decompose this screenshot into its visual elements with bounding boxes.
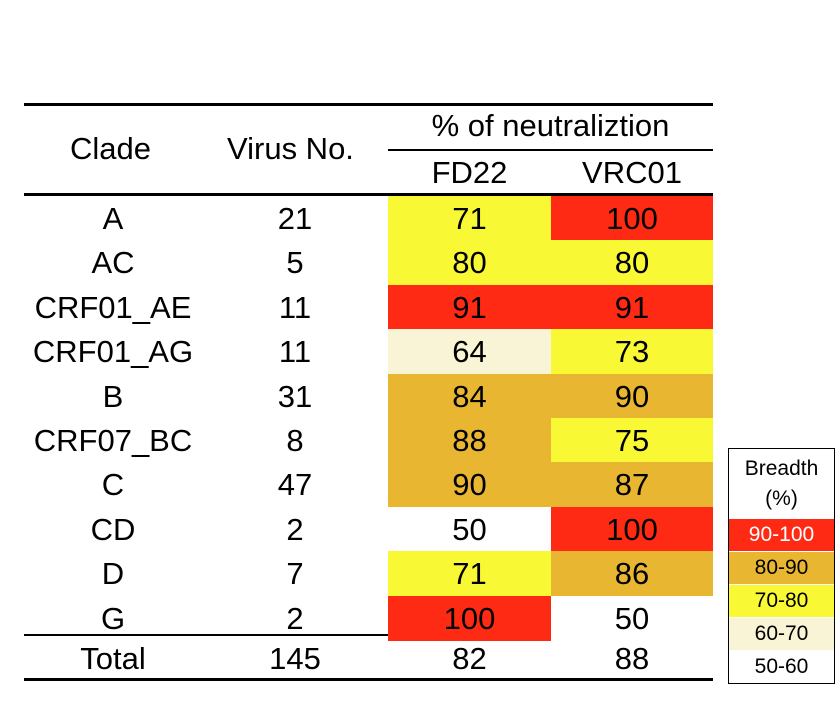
vrc01-value-cell: 73 — [551, 329, 713, 374]
legend-title: Breadth — [744, 457, 819, 480]
virus-count-cell: 8 — [286, 422, 304, 458]
vrc01-value-cell: 50 — [551, 596, 713, 641]
fd22-value-cell: 80 — [388, 240, 551, 285]
vrc01-value-cell: 100 — [551, 196, 713, 241]
fd22-value-cell: 91 — [388, 285, 551, 330]
vrc01-value-cell: 86 — [551, 551, 713, 596]
group-header-rule — [388, 149, 713, 151]
fd22-value-cell: 84 — [388, 374, 551, 419]
vrc01-value-cell: 100 — [551, 507, 713, 552]
legend-bin: 70-80 — [729, 585, 834, 617]
clade-cell: C — [101, 466, 125, 502]
clade-cell: CRF01_AG — [32, 333, 194, 369]
header-virus-no: Virus No. — [227, 131, 354, 166]
virus-count-cell: 47 — [277, 466, 313, 502]
vrc01-value-cell: 91 — [551, 285, 713, 330]
vrc01-value-cell: 87 — [551, 462, 713, 507]
vrc01-value-cell: 80 — [551, 240, 713, 285]
fd22-value-cell: 71 — [388, 551, 551, 596]
total-fd22: 82 — [452, 640, 487, 676]
fd22-value-cell: 88 — [388, 418, 551, 463]
virus-count-cell: 11 — [278, 333, 312, 369]
virus-count-cell: 2 — [286, 511, 304, 547]
top-rule — [24, 103, 713, 106]
vrc01-value-cell: 75 — [551, 418, 713, 463]
fd22-value-cell: 90 — [388, 462, 551, 507]
fd22-value-cell: 50 — [388, 507, 551, 552]
fd22-value-cell: 71 — [388, 196, 551, 241]
virus-count-cell: 31 — [277, 378, 313, 414]
legend-title-unit: (%) — [765, 487, 798, 510]
header-clade: Clade — [70, 131, 151, 166]
virus-count-cell: 21 — [277, 200, 313, 236]
header-fd22: FD22 — [431, 155, 508, 190]
clade-cell: G — [100, 600, 126, 636]
legend-bin: 90-100 — [729, 519, 834, 551]
total-virus-count: 145 — [269, 640, 321, 676]
clade-cell: CRF01_AE — [34, 289, 192, 325]
clade-cell: AC — [91, 244, 135, 280]
fd22-value-cell: 100 — [388, 596, 551, 641]
breadth-legend — [728, 448, 835, 684]
clade-cell: B — [102, 378, 124, 414]
vrc01-value-cell: 90 — [551, 374, 713, 419]
header-vrc01: VRC01 — [582, 155, 682, 190]
clade-cell: A — [102, 200, 124, 236]
virus-count-cell: 11 — [278, 289, 312, 325]
total-label: Total — [80, 640, 146, 676]
clade-cell: CD — [90, 511, 136, 547]
clade-cell: CRF07_BC — [33, 422, 193, 458]
fd22-value-cell: 64 — [388, 329, 551, 374]
total-vrc01: 88 — [614, 640, 650, 676]
virus-count-cell: 5 — [286, 244, 304, 280]
virus-count-cell: 2 — [286, 600, 304, 636]
legend-bin: 60-70 — [729, 618, 834, 650]
legend-bin: 50-60 — [729, 651, 834, 683]
clade-cell: D — [101, 555, 125, 591]
header-neutralization-group: % of neutraliztion — [431, 108, 670, 143]
legend-bin: 80-90 — [729, 552, 834, 584]
virus-count-cell: 7 — [286, 555, 304, 591]
